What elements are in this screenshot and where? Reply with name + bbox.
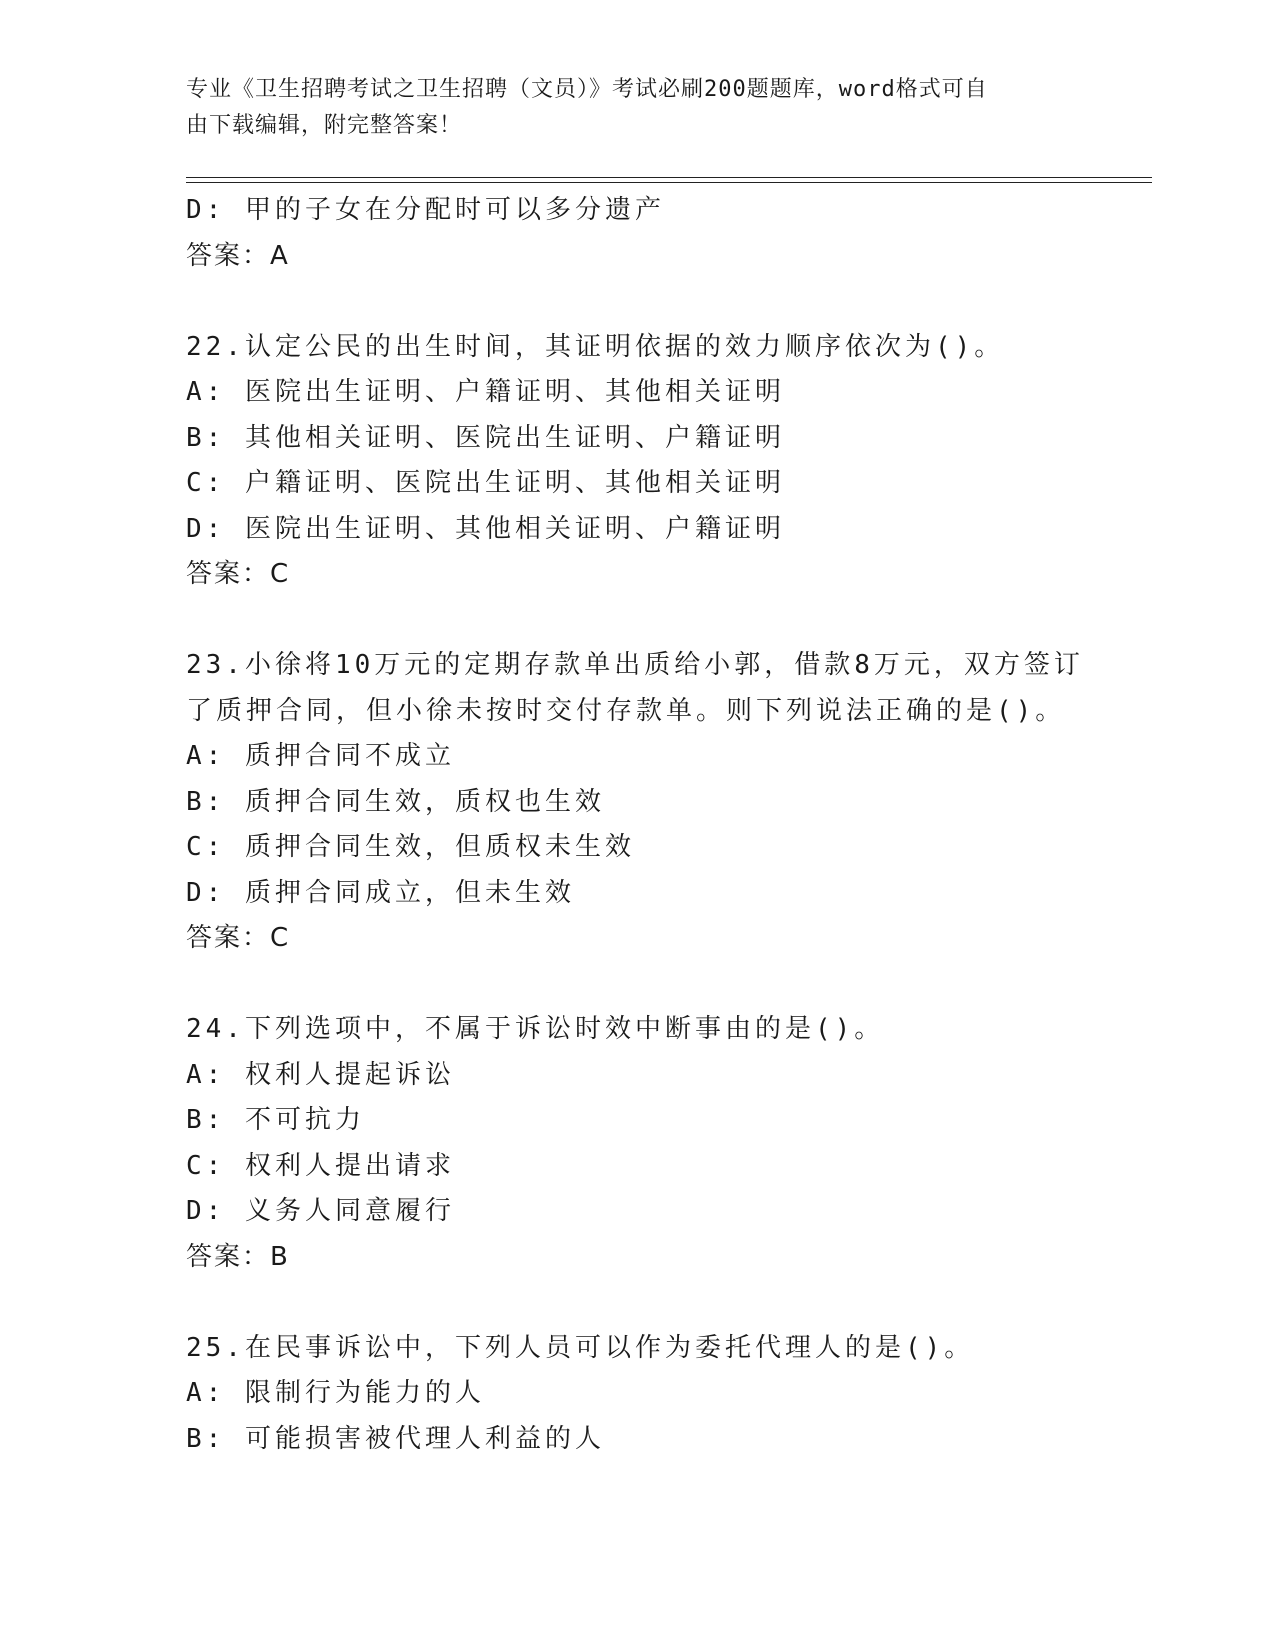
question-22: [186, 325, 1086, 598]
q23-option-b: B: 质押合同生效，质权也生效: [186, 786, 605, 817]
q24-answer: 答案：B: [186, 1241, 290, 1272]
header-divider-bottom: [186, 182, 1152, 183]
q24-option-a: A: 权利人提起诉讼: [186, 1059, 455, 1090]
q24-option-d: D: 义务人同意履行: [186, 1196, 455, 1226]
spacer: [186, 279, 1086, 325]
q24-option-c: C: 权利人提出请求: [186, 1150, 455, 1181]
document-header: [186, 72, 1066, 144]
q23-stem-line-1: 23.小徐将10万元的定期存款单出质给小郭，借款8万元，双方签订: [186, 650, 1084, 680]
q22-option-b: B: 其他相关证明、医院出生证明、户籍证明: [186, 422, 785, 453]
question-24: [186, 1007, 1086, 1280]
question-23: [186, 643, 1086, 962]
q22-option-a: A: 医院出生证明、户籍证明、其他相关证明: [186, 377, 785, 407]
spacer: [186, 962, 1086, 1008]
question-list: [186, 188, 1086, 1462]
q22-stem: 22.认定公民的出生时间，其证明依据的效力顺序依次为()。: [186, 331, 1005, 362]
header-divider-top: [186, 177, 1152, 178]
q23-answer: 答案：C: [186, 923, 291, 953]
q22-option-c: C: 户籍证明、医院出生证明、其他相关证明: [186, 468, 785, 498]
header-line-1: 专业《卫生招聘考试之卫生招聘（文员）》考试必刷200题题库，word格式可自: [186, 77, 988, 102]
q22-answer: 答案：C: [186, 559, 291, 589]
q23-option-a: A: 质押合同不成立: [186, 741, 455, 771]
question-25: [186, 1326, 1086, 1463]
q23-stem-line-2: 了质押合同，但小徐未按时交付存款单。则下列说法正确的是()。: [186, 695, 1066, 726]
header-line-2: 由下载编辑，附完整答案！: [186, 113, 463, 138]
q21-option-d: D: 甲的子女在分配时可以多分遗产: [186, 195, 665, 225]
spacer: [186, 598, 1086, 644]
q25-stem: 25.在民事诉讼中，下列人员可以作为委托代理人的是()。: [186, 1332, 975, 1363]
q21-answer: 答案：A: [186, 240, 290, 271]
spacer: [186, 1280, 1086, 1326]
q23-option-d: D: 质押合同成立，但未生效: [186, 877, 575, 908]
q22-option-d: D: 医院出生证明、其他相关证明、户籍证明: [186, 513, 785, 544]
q24-option-b: B: 不可抗力: [186, 1105, 365, 1135]
q24-stem: 24.下列选项中，不属于诉讼时效中断事由的是()。: [186, 1014, 885, 1044]
q23-option-c: C: 质押合同生效，但质权未生效: [186, 832, 635, 862]
q25-option-b: B: 可能损害被代理人利益的人: [186, 1423, 605, 1454]
q25-option-a: A: 限制行为能力的人: [186, 1378, 485, 1408]
